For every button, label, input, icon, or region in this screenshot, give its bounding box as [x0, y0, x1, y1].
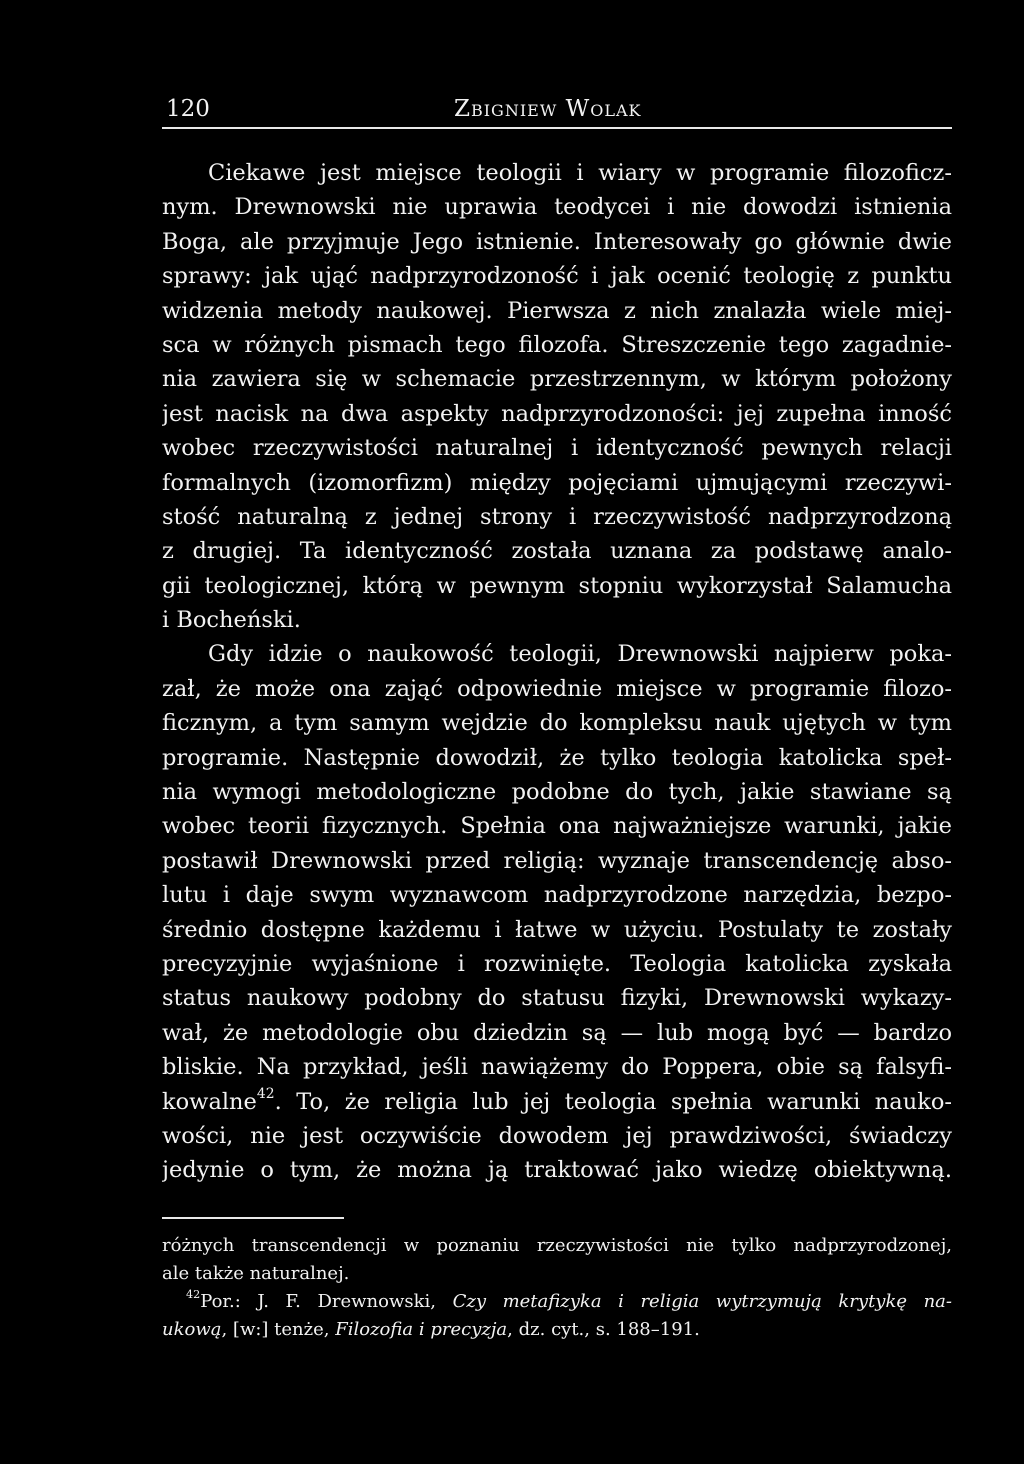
footnote-rule	[162, 1217, 344, 1219]
text-line: wobec teorii fizycznych. Spełnia ona najważniejsze warunki, jakie	[162, 813, 952, 840]
footnote-text: Por.: J. F. Drewnowski,	[200, 1291, 453, 1312]
text-line: z drugiej. Ta identyczność została uznana za podstawę analo-	[162, 538, 952, 565]
text-line: nia zawiera się w schemacie przestrzennym, w którym położony	[162, 366, 952, 393]
text-line: nym. Drewnowski nie uprawia teodycei i nie dowodzi istnienia	[162, 194, 952, 221]
footnote-continuation-line: ale także naturalnej.	[162, 1263, 350, 1284]
text-line: bliskie. Na przykład, jeśli nawiążemy do Poppera, obie są falsyfi-	[162, 1054, 952, 1081]
footnote-reference[interactable]: 42	[256, 1085, 275, 1102]
footnote-title: Filozofia i precyzja	[335, 1319, 508, 1340]
text-line: programie. Następnie dowodził, że tylko teologia katolicka speł-	[162, 744, 952, 771]
footnotes	[162, 1232, 952, 1344]
text-line: precyzyjnie wyjaśnione i rozwinięte. Teologia katolicka zyskała	[162, 950, 952, 977]
footnote-title: ukową	[162, 1319, 222, 1340]
text-line: i Bocheński.	[162, 607, 301, 634]
footnote-text: , [w:] tenże,	[221, 1319, 336, 1340]
footnote-title: Czy metafizyka i religia wytrzymują krytykę na-	[452, 1291, 952, 1312]
text-line: stość naturalną z jednej strony i rzeczywistość nadprzyrodzoną	[162, 503, 952, 530]
running-head	[162, 92, 950, 126]
text-line: Boga, ale przyjmuje Jego istnienie. Interesowały go głównie dwie	[162, 228, 952, 255]
text-line: gii teologicznej, którą w pewnym stopniu wykorzystał Salamucha	[162, 572, 952, 599]
text-line: Ciekawe jest miejsce teologii i wiary w programie filozoficz-	[208, 160, 952, 186]
text-line: wości, nie jest oczywiście dowodem jej prawdziwości, świadczy	[162, 1122, 952, 1149]
text-line-with-footnote-ref	[162, 1085, 952, 1119]
text-line: jest nacisk na dwa aspekty nadprzyrodzoności: jej zupełna inność	[162, 400, 952, 427]
page-number: 120	[166, 96, 210, 122]
text-line: widzenia metody naukowej. Pierwsza z nich znalazła wiele miej-	[162, 297, 952, 324]
header-rule	[162, 127, 952, 129]
footnote-number: 42	[186, 1288, 201, 1302]
text-line: wał, że metodologie obu dziedzin są — lub mogą być — bardzo	[162, 1019, 952, 1046]
text-line: jedynie o tym, że można ją traktować jako wiedzę obiektywną.	[162, 1157, 952, 1184]
text-line: sca w różnych pismach tego filozofa. Streszczenie tego zagadnie-	[162, 331, 952, 358]
text-line: formalnych (izomorfizm) między pojęciami ujmującymi rzeczywi-	[162, 469, 952, 496]
running-head-author: Zbigniew Wolak	[454, 96, 642, 122]
text-line: średnio dostępne każdemu i łatwe w użyciu. Postulaty te zostały	[162, 916, 952, 943]
book-page	[162, 0, 954, 1464]
text-line: nia wymogi metodologiczne podobne do tych, jakie stawiane są	[162, 779, 952, 806]
text-line: sprawy: jak ująć nadprzyrodzoność i jak ocenić teologię z punktu	[162, 263, 952, 290]
text-line: lutu i daje swym wyznawcom nadprzyrodzone narzędzia, bezpo-	[162, 882, 952, 909]
footnote-text: , dz. cyt., s. 188–191.	[507, 1319, 700, 1340]
text-line: zał, że może ona zająć odpowiednie miejsce w programie filozo-	[162, 675, 952, 702]
text-line: status naukowy podobny do statusu fizyki, Drewnowski wykazy-	[162, 985, 952, 1012]
footnote-42-line	[162, 1316, 952, 1344]
footnote-continuation-line: różnych transcendencji w poznaniu rzeczywistości nie tylko nadprzyrodzonej,	[162, 1235, 952, 1256]
body-text	[162, 156, 952, 1188]
text-line: postawił Drewnowski przed religią: wyznaje transcendencję abso-	[162, 847, 952, 874]
text-fragment: . To, że religia lub jej teologia spełnia warunki nauko-	[274, 1088, 952, 1115]
text-line: ficznym, a tym samym wejdzie do kompleksu nauk ujętych w tym	[162, 710, 952, 737]
text-fragment: kowalne	[162, 1088, 257, 1115]
footnote-42-line	[162, 1288, 952, 1316]
text-line: wobec rzeczywistości naturalnej i identyczność pewnych relacji	[162, 435, 952, 462]
text-line: Gdy idzie o naukowość teologii, Drewnowski najpierw poka-	[208, 641, 952, 668]
